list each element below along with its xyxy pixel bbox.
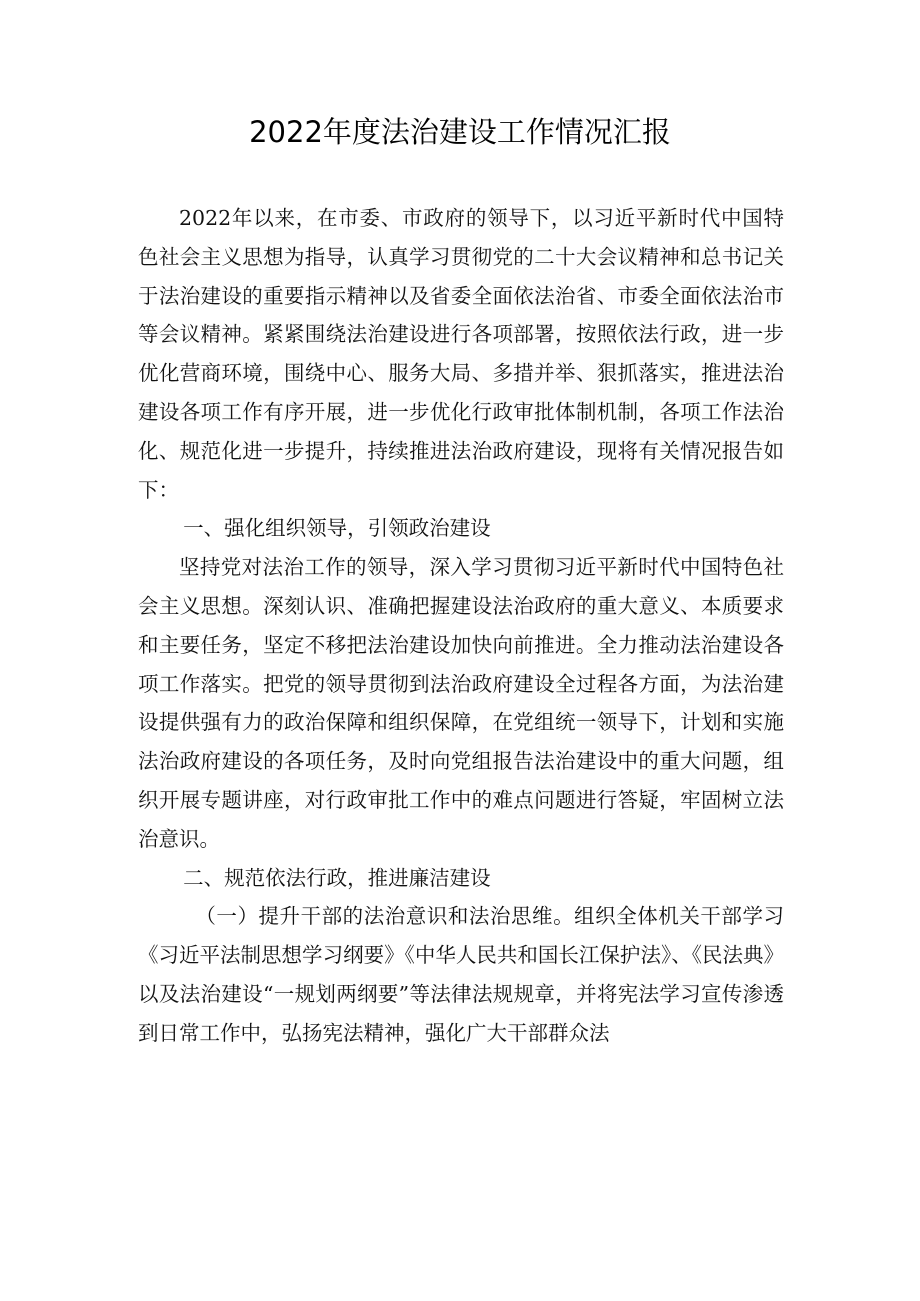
document-title: 2022年度法治建设工作情况汇报 [249,115,671,149]
section-1-paragraph: 坚持党对法治工作的领导，深入学习贯彻习近平新时代中国特色社会主义思想。深刻认识、准确把握建设法治政府的重大意义、本质要求和主要任务，坚定不移把法治建设加快向前推进。全力推动法治建设各项工作落实。把党的领导贯彻到法治政府建设全过程各方面，为法治建设提供强有力的政治保障和组织保障，在党组统一领导下，计划和实施法治政府建设的各项任务，及时向党组报告法治建设中的重大问题，组织开展专题讲座，对行政审批工作中的难点问题进行答疑，牢固树立法治意识。 [138,555,784,851]
section-2-heading: 二、规范依法行政，推进廉洁建设 [183,865,491,890]
section-2-subsection-1-paragraph: （一）提升干部的法治意识和法治思维。组织全体机关干部学习《习近平法制思想学习纲要》《中华人民共和国长江保护法》、《民法典》以及法治建设“一规划两纲要”等法律法规规章，并将宪法学习宣传渗透到日常工作中，弘扬宪法精神，强化广大干部群众法 [138,904,784,1045]
section-1-heading: 一、强化组织领导，引领政治建设 [183,516,491,541]
intro-paragraph: 2022年以来，在市委、市政府的领导下，以习近平新时代中国特色社会主义思想为指导，认真学习贯彻党的二十大会议精神和总书记关于法治建设的重要指示精神以及省委全面依法治省、市委全面依法治市等会议精神。紧紧围绕法治建设进行各项部署，按照依法行政，进一步优化营商环境，围绕中心、服务大局、多措并举、狠抓落实，推进法治建设各项工作有序开展，进一步优化行政审批体制机制，各项工作法治化、规范化进一步提升，持续推进法治政府建设，现将有关情况报告如下： [138,206,784,502]
document-body [138,199,784,1053]
